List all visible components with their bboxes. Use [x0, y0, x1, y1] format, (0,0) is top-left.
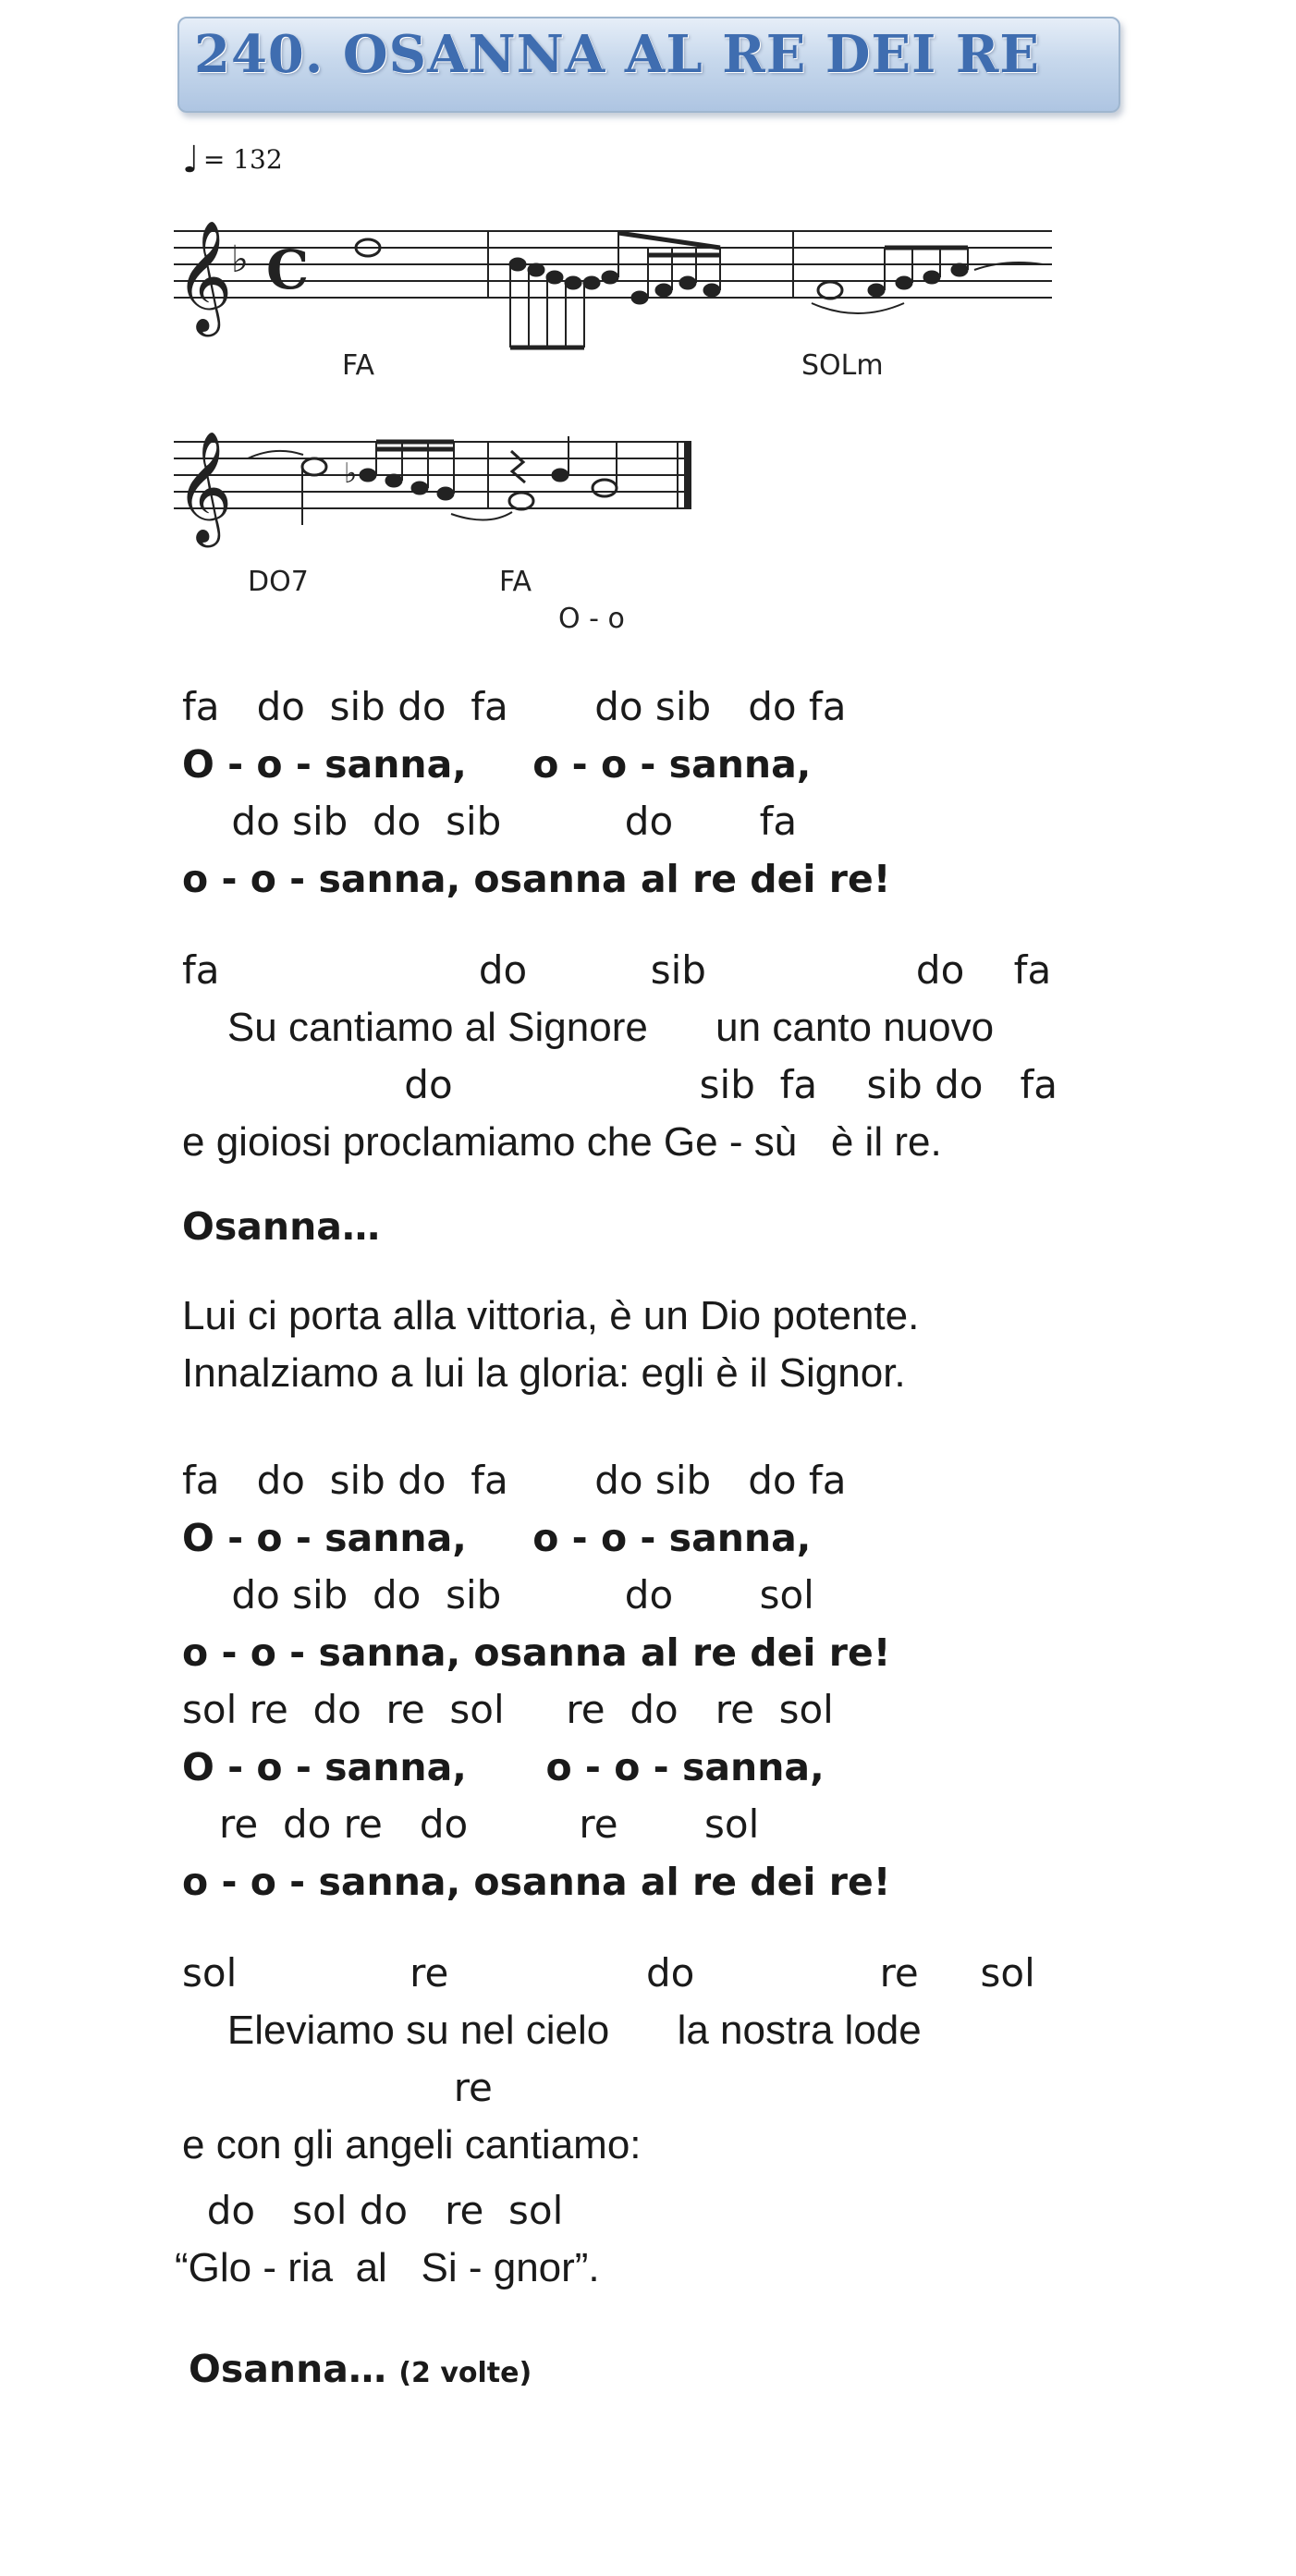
chord-line: fa do sib do fa do sib do fa — [182, 1458, 847, 1503]
refrain-line: O - o - sanna, o - o - sanna, — [182, 742, 812, 787]
verse-line: Innalziamo a lui la gloria: egli è il Signor. — [182, 1350, 906, 1396]
repeat-instruction — [189, 2346, 532, 2397]
score-staff-1 — [174, 213, 1061, 370]
repeat-refrain: Osanna… — [189, 2347, 386, 2391]
score-chord-fa: FA — [342, 349, 375, 382]
verse-line: e gioiosi proclamiamo che Ge - sù è il re. — [182, 1119, 942, 1165]
score-syllables: O - o — [558, 603, 625, 635]
chord-line: sol re do re sol — [182, 1950, 1035, 1996]
chord-line: re do re do re sol — [182, 1801, 760, 1847]
quarter-note-icon: ♩ — [182, 139, 200, 181]
chord-line: sol re do re sol re do re sol — [182, 1687, 834, 1732]
refrain-line: o - o - sanna, osanna al re dei re! — [182, 857, 891, 901]
verse-line: Su cantiamo al Signore un canto nuovo — [182, 1005, 995, 1050]
verse-line: Eleviamo su nel cielo la nostra lode — [182, 2008, 922, 2053]
refrain-reference: Osanna… — [182, 1204, 380, 1249]
score-chord-do7: DO7 — [248, 566, 309, 598]
svg-text:♭: ♭ — [344, 458, 358, 490]
score-chord-solm: SOLm — [801, 349, 884, 382]
score-chord-fa-2: FA — [499, 566, 532, 598]
title-banner — [177, 17, 1120, 113]
chord-line: fa do sib do fa — [182, 947, 1052, 993]
chord-line: do sib do sib do fa — [182, 799, 798, 844]
score-staff-2 — [174, 423, 765, 562]
svg-text:𝄞: 𝄞 — [176, 219, 233, 332]
refrain-line: O - o - sanna, o - o - sanna, — [182, 1516, 812, 1560]
chord-line: do sol do re sol — [182, 2188, 564, 2233]
chord-line: do sib fa sib do fa — [182, 1062, 1058, 1107]
chord-line: do sib do sib do sol — [182, 1572, 814, 1618]
repeat-count: (2 volte) — [398, 2357, 532, 2389]
svg-text:𝄞: 𝄞 — [176, 430, 233, 543]
svg-text:C: C — [266, 238, 310, 301]
refrain-line: O - o - sanna, o - o - sanna, — [182, 1745, 825, 1789]
song-title: 240. OSANNA AL RE DEI RE — [194, 24, 1041, 85]
chord-line: re — [182, 2065, 493, 2110]
verse-line: Lui ci porta alla vittoria, è un Dio potente. — [182, 1293, 920, 1338]
refrain-line: o - o - sanna, osanna al re dei re! — [182, 1630, 891, 1675]
chord-line: fa do sib do fa do sib do fa — [182, 684, 847, 729]
svg-text:♭: ♭ — [231, 238, 249, 281]
tempo-marking — [182, 139, 283, 181]
verse-line: “Glo - ria al Si - gnor”. — [175, 2245, 600, 2290]
tempo-value: = 132 — [202, 144, 283, 175]
refrain-line: o - o - sanna, osanna al re dei re! — [182, 1860, 891, 1904]
verse-line: e con gli angeli cantiamo: — [182, 2122, 642, 2167]
